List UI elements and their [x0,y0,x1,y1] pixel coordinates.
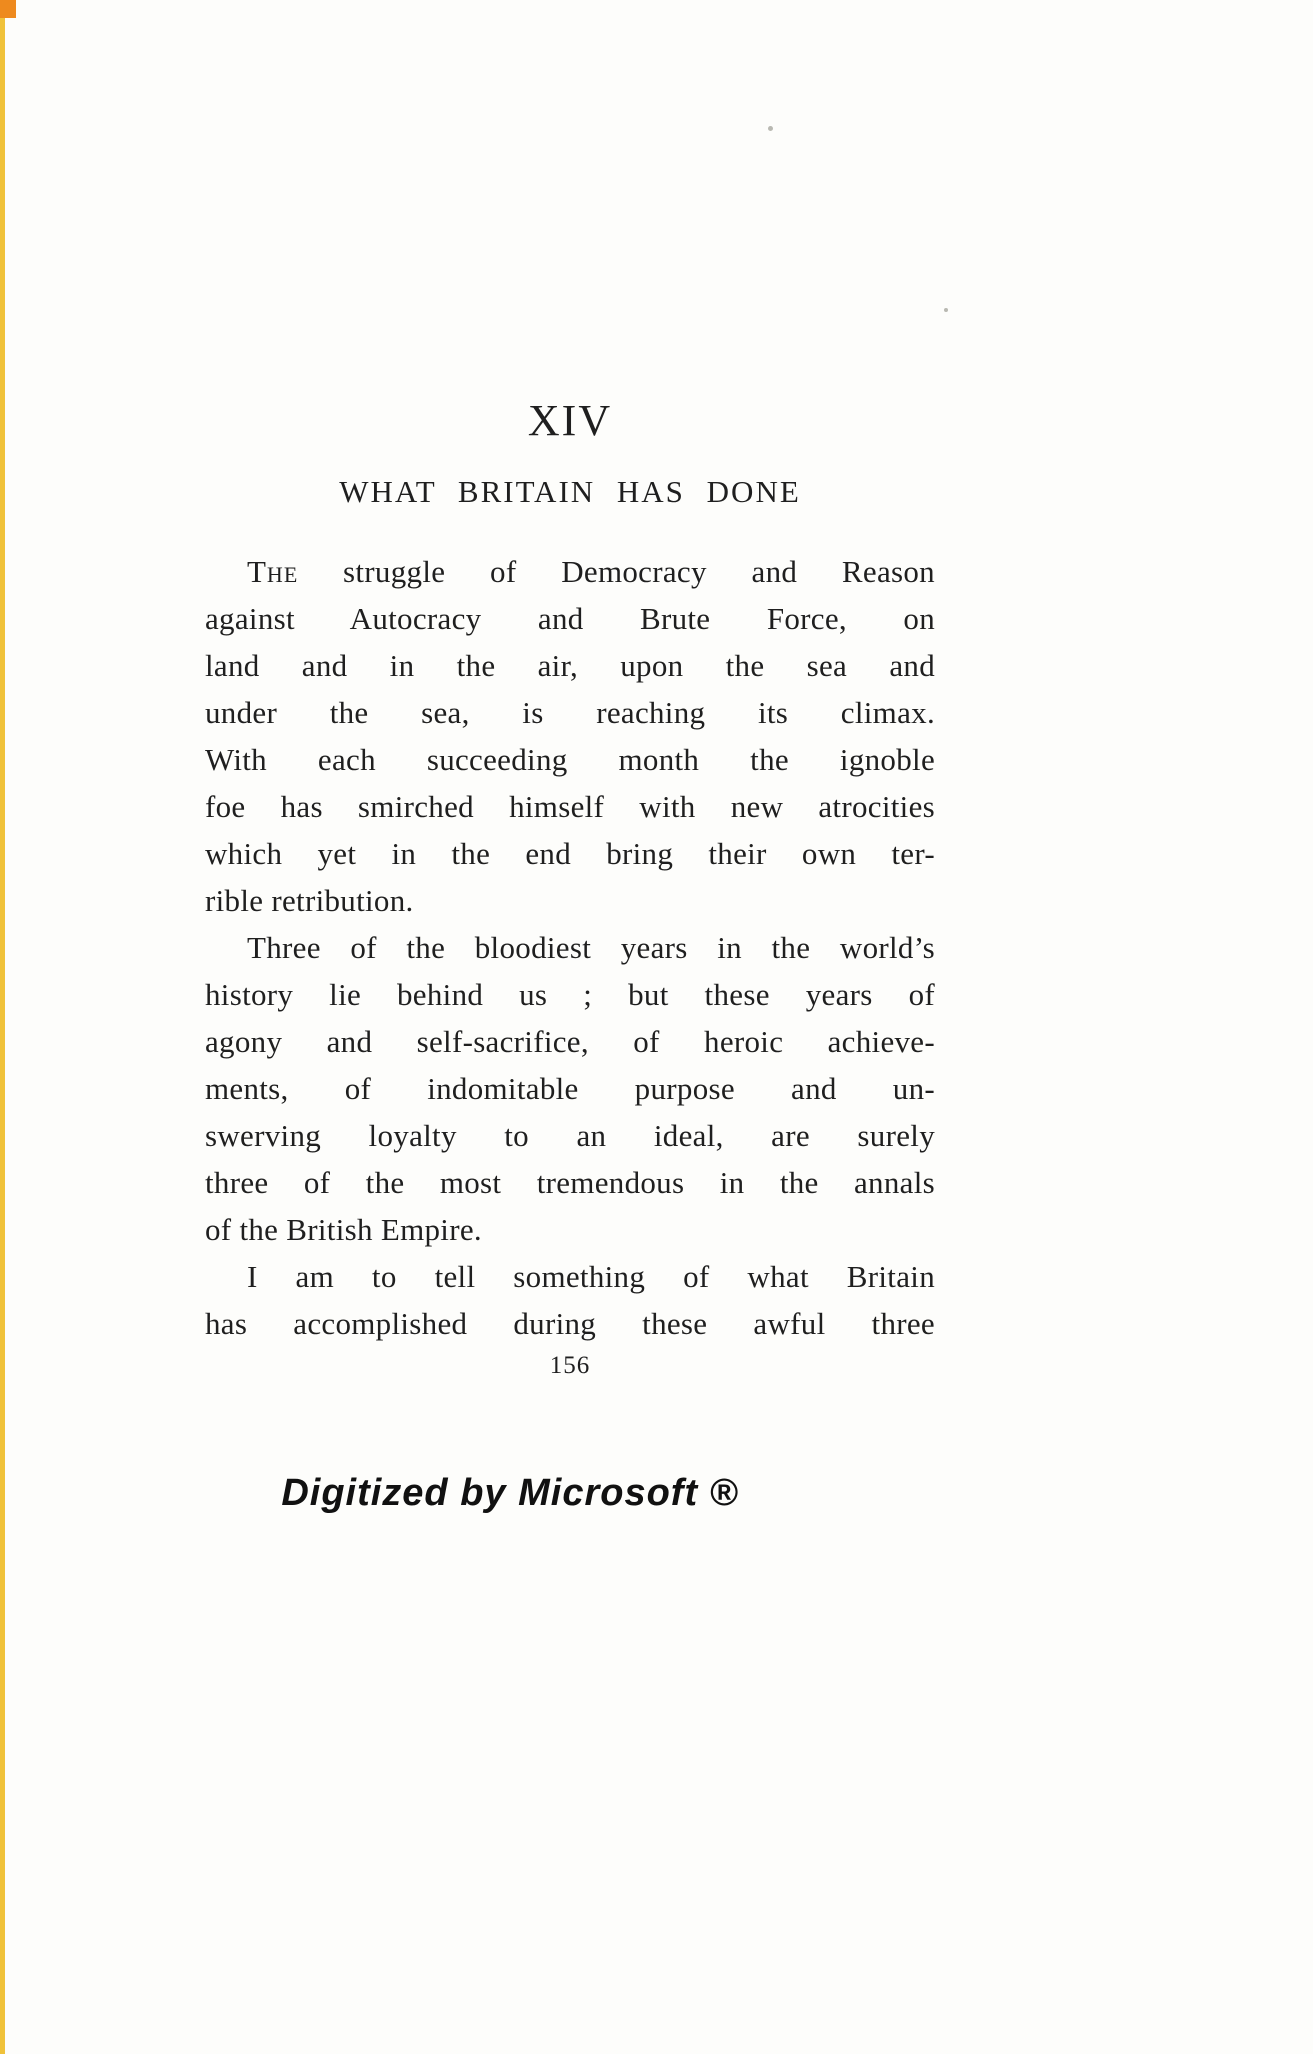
paragraph-3 [205,1253,935,1347]
text-line [205,548,935,595]
text-line: Three of the bloodiest years in the world’s [247,930,935,965]
text-line: foe has smirched himself with new atrocities [205,789,935,824]
text-line: history lie behind us ; but these years of [205,977,935,1012]
chapter-title: WHAT BRITAIN HAS DONE [339,474,801,509]
smallcaps-lead: The [247,554,299,589]
scan-corner-mark [0,0,16,18]
text-line: rible retribution. [205,883,414,918]
text-line: I am to tell something of what Britain [247,1259,935,1294]
text-line: three of the most tremendous in the annals [205,1165,935,1200]
text-line: agony and self-sacrifice, of heroic achieve- [205,1024,935,1059]
text-line: has accomplished during these awful three [205,1306,935,1341]
paragraph-1 [205,548,935,924]
page-number: 156 [549,1352,591,1379]
text-line-rest: struggle of Democracy and Reason [343,554,935,589]
chapter-number: XIV [527,396,613,445]
digitized-footer: Digitized by Microsoft ® [281,1472,739,1514]
text-line: against Autocracy and Brute Force, on [205,601,935,636]
text-line: ments, of indomitable purpose and un- [205,1071,935,1106]
scan-speck [944,308,948,312]
text-line: swerving loyalty to an ideal, are surely [205,1118,935,1153]
text-line: which yet in the end bring their own ter- [205,836,935,871]
page-content [205,398,935,1347]
text-line: land and in the air, upon the sea and [205,648,935,683]
text-line: With each succeeding month the ignoble [205,742,935,777]
text-line: under the sea, is reaching its climax. [205,695,935,730]
text-line: of the British Empire. [205,1212,482,1247]
scan-speck [768,126,773,131]
paragraph-2 [205,924,935,1253]
body-text [205,548,935,1347]
scan-edge-stripe [0,0,5,2054]
